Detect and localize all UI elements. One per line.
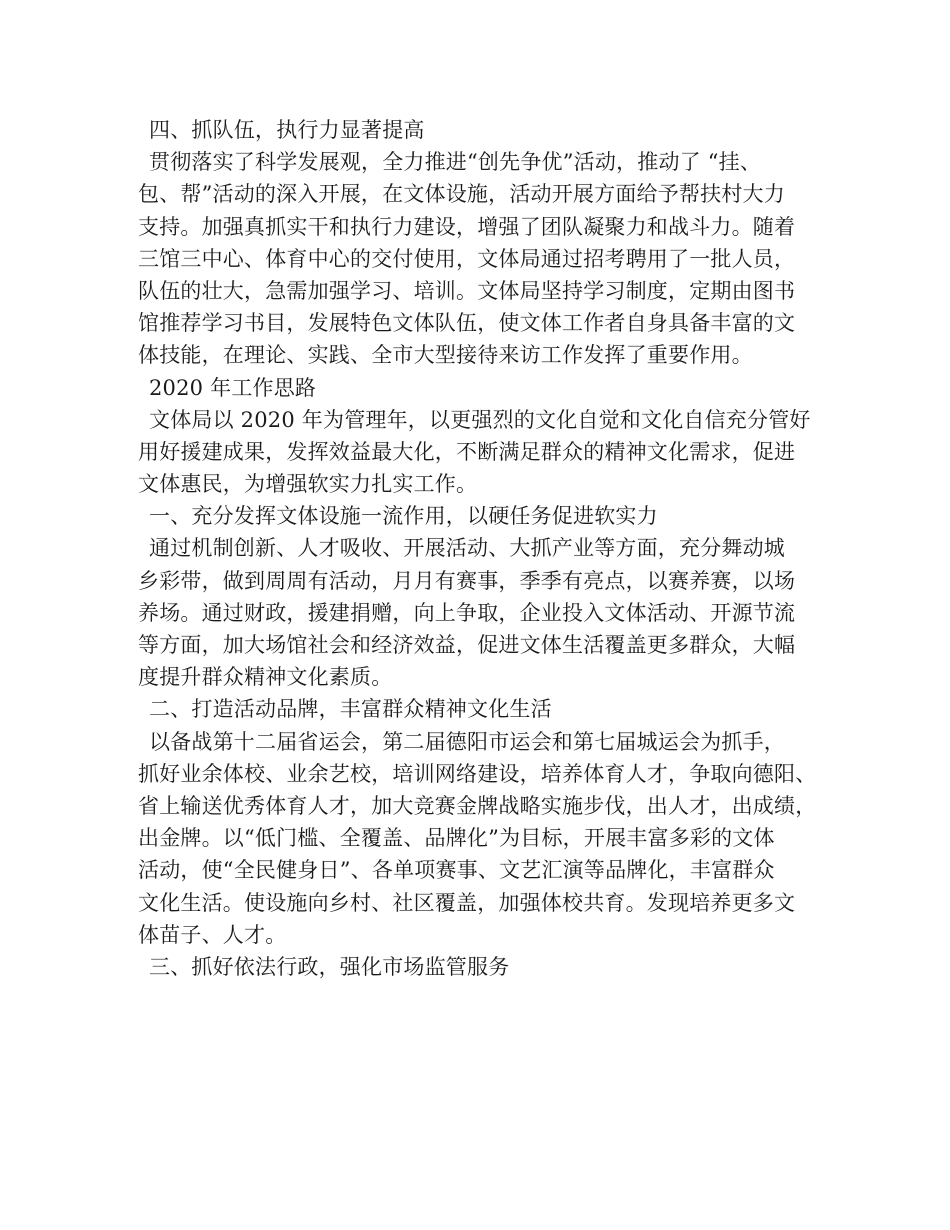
paragraph-line: 体苗子、人才。 — [138, 922, 287, 947]
paragraph-line: 用好援建成果，发挥效益最大化，不断满足群众的精神文化需求，促进 — [138, 439, 796, 464]
paragraph-line: 通过机制创新、人才吸收、开展活动、大抓产业等方面，充分舞动城 — [149, 536, 785, 561]
paragraph-line: 队伍的壮大，急需加强学习、培训。文体局坚持学习制度，定期由图书 — [138, 278, 796, 303]
paragraph-line: 乡彩带，做到周周有活动，月月有赛事，季季有亮点，以赛养赛，以场 — [138, 568, 796, 593]
paragraph-line: 以备战第十二届省运会，第二届德阳市运会和第七届城运会为抓手， — [149, 729, 785, 754]
heading-work-plan: 2020 年工作思路 — [149, 375, 317, 400]
paragraph-line: 等方面，加大场馆社会和经济效益，促进文体生活覆盖更多群众，大幅 — [138, 633, 796, 657]
paragraph-line: 出金牌。以“低门槛、全覆盖、品牌化”为目标，开展丰富多彩的文体 — [138, 826, 775, 851]
paragraph-line: 抓好业余体校、业余艺校，培训网络建设，培养体育人才，争取向德阳、 — [138, 761, 817, 786]
heading-section-two: 二、打造活动品牌，丰富群众精神文化生活 — [149, 697, 552, 722]
paragraph-line: 文体局以 2020 年为管理年，以更强烈的文化自觉和文化自信充分管好 — [149, 407, 811, 432]
paragraph-line: 三馆三中心、体育中心的交付使用，文体局通过招考聘用了一批人员， — [138, 246, 796, 271]
paragraph-line: 文体惠民，为增强软实力扎实工作。 — [138, 472, 478, 497]
heading-section-four: 四、抓队伍，执行力显著提高 — [149, 118, 425, 142]
paragraph-line: 体技能，在理论、实践、全市大型接待来访工作发挥了重要作用。 — [138, 343, 753, 368]
document-page — [138, 114, 818, 983]
paragraph-line: 活动，使“全民健身日”、各单项赛事、文艺汇演等品牌化，丰富群众 — [138, 858, 775, 883]
heading-section-three: 三、抓好依法行政，强化市场监管服务 — [149, 954, 510, 979]
paragraph-line: 养场。通过财政，援建捐赠，向上争取，企业投入文体活动、开源节流 — [138, 600, 796, 625]
heading-section-one: 一、充分发挥文体设施一流作用，以硬任务促进软实力 — [149, 504, 658, 529]
paragraph-line: 馆推荐学习书目，发展特色文体队伍，使文体工作者自身具备丰富的文 — [138, 311, 796, 336]
paragraph-line: 支持。加强真抓实干和执行力建设，增强了团队凝聚力和战斗力。随着 — [138, 214, 796, 239]
paragraph-line: 度提升群众精神文化素质。 — [138, 665, 393, 690]
paragraph-line: 省上输送优秀体育人才，加大竞赛金牌战略实施步伐，出人才，出成绩， — [138, 793, 817, 818]
paragraph-line: 文化生活。使设施向乡村、社区覆盖，加强体校共育。发现培养更多文 — [138, 890, 796, 915]
paragraph-line: 包、帮”活动的深入开展，在文体设施，活动开展方面给予帮扶村大力 — [138, 182, 785, 207]
paragraph-line: 贯彻落实了科学发展观，全力推进“创先争优”活动，推动了 “挂、 — [149, 150, 762, 175]
